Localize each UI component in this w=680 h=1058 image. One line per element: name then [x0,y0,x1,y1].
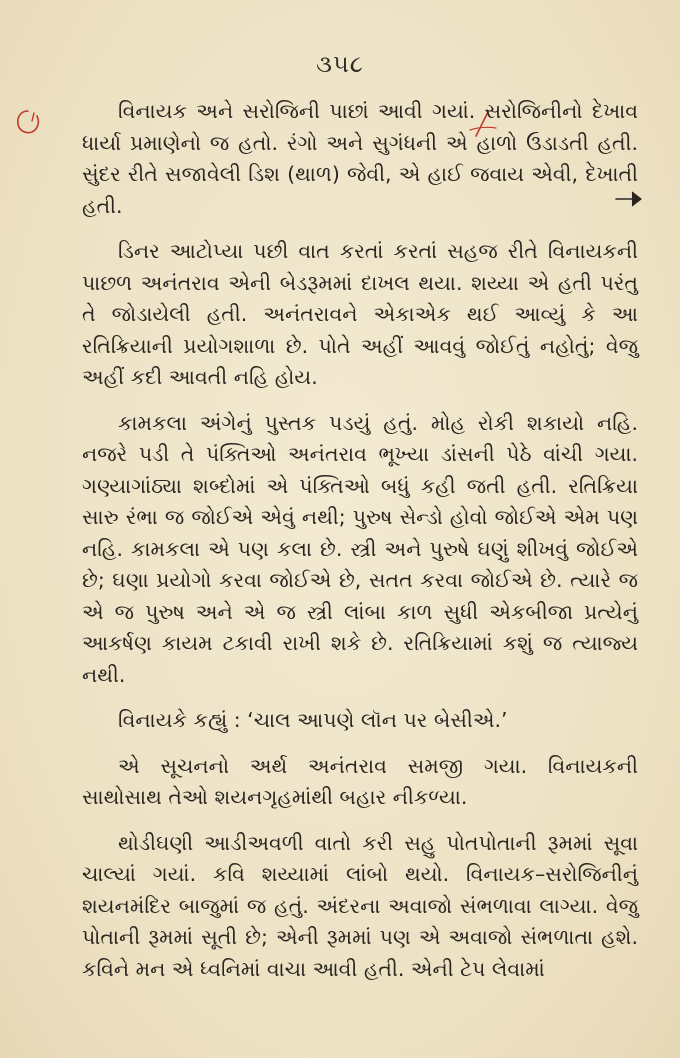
body-text [82,96,638,999]
paragraph-1: વિનાયક અને સરોજિની પાછાં આવી ગયાં. સરોજિનીનો દેખાવ ધાર્યા પ્રમાણેનો જ હતો. રંગો અને સુગંધની એ હાળો ઉડાડતી હતી. સુંદર રીતે સજાવેલી ડિશ (થાળ) જેવી, એ હાઈ જવાય એવી, દેખાતી હતી. [82,99,638,218]
paragraph-6: થોડીઘણી આડીઅવળી વાતો કરી સહુ પોતપોતાની રૂમમાં સૂવા ચાલ્યાં ગયાં. કવિ શય્યામાં લાંબો થયો. વિનાયક–સરોજિનીનું શયનમંદિર બાજુમાં જ હતું. અંદરના અવાજો સંભળાવા લાગ્યા. વેજુ પોતાની રૂમમાં સૂતી છે; એની રૂમમાં પણ એ અવાજો સંભળાતા હશે. કવિને મન એ ધ્વનિમાં વાચા આવી હતી. એની ટેપ લેવામાં [82,830,638,981]
paragraph-4: વિનાયકે કહ્યું : ‘ચાલ આપણે લૉન પર બેસીએ.’ [118,708,508,732]
paragraph-2: ડિનર આટોપ્યા પછી વાત કરતાં કરતાં સહજ રીતે વિનાયકની પાછળ અનંતરાવ એની બેડરૂમમાં દાખલ થયા. શય્યા એ હતી પરંતુ તે જોડાયેલી હતી. અનંતરાવને એકાએક થઈ આવ્યું કે આ રતિક્રિયાની પ્રયોગશાળા છે. પોતે અહીં આવવું જોઈતું નહોતું; વેજુ અહીં કદી આવતી નહિ હોય. [82,239,638,389]
paragraph-5: એ સૂચનનો અર્થ અનંતરાવ સમજી ગયા. વિનાયકની સાથોસાથ તેઓ શયનગૃહમાંથી બહાર નીકળ્યા. [82,753,638,809]
pen-margin-mark-icon [14,108,42,136]
page-number: ૩૫૮ [316,50,364,78]
paragraph-3: કામકલા અંગેનું પુસ્તક પડયું હતું. મોહ રોકી શકાયો નહિ. નજરે પડી તે પંક્તિઓ અનંતરાવ ભૂખ્યા ડાંસની પેઠે વાંચી ગયા. ગણ્યાગાંઠ્યા શબ્દોમાં એ પંક્તિઓ બધું કહી જતી હતી. રતિક્રિયા સારુ રંભા જ જોઈએ એવું નથી; પુરુષ સેન્ડો હોવો જોઈએ એમ પણ નહિ. કામકલા એ પણ કલા છે. સ્ત્રી અને પુરુષે ઘણું શીખવું જોઈએ છે; ઘણા પ્રયોગો કરવા જોઈએ છે, સતત કરવા જોઈએ છે. ત્યારે જ એ જ પુરુષ અને એ જ સ્ત્રી લાંબા કાળ સુધી એકબીજા પ્રત્યેનું આકર્ષણ કાયમ ટકાવી રાખી શકે છે. રતિક્રિયામાં કશું જ ત્યાજ્ય નથી. [82,410,638,687]
